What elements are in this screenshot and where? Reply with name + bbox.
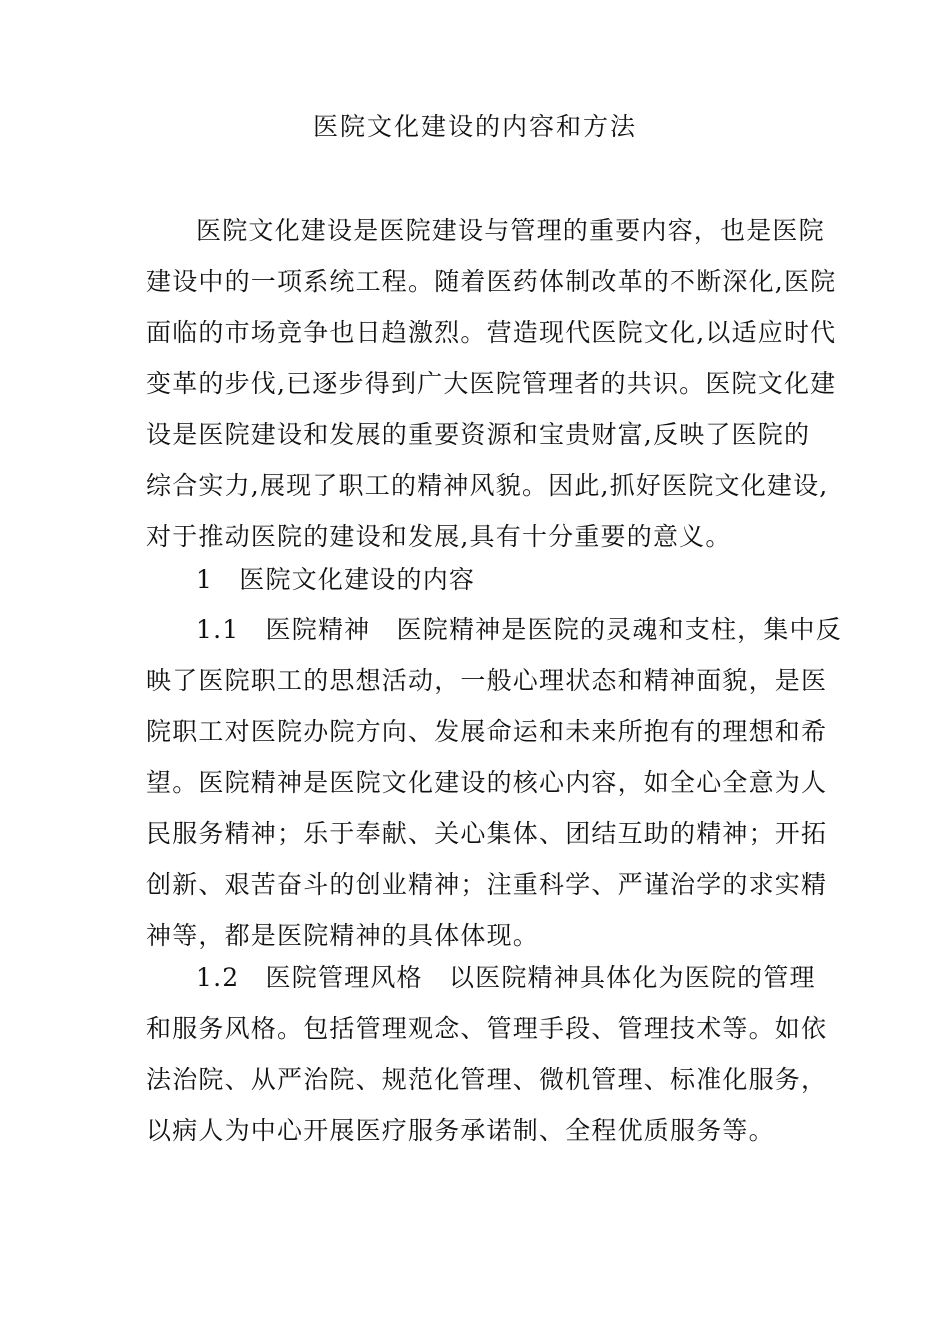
section-1-1-line-3: 院职工对医院办院方向、发展命运和未来所抱有的理想和希 — [146, 717, 828, 746]
section-1-2-line-4: 以病人为中心开展医疗服务承诺制、全程优质服务等。 — [146, 1116, 775, 1145]
intro-line-2: 建设中的一项系统工程。随着医药体制改革的不断深化,医院 — [146, 267, 837, 296]
section-1-1-line-7: 神等，都是医院精神的具体体现。 — [146, 921, 540, 950]
intro-line-4: 变革的步伐,已逐步得到广大医院管理者的共识。医院文化建 — [146, 369, 837, 398]
section-1-1-line-6: 创新、艰苦奋斗的创业精神；注重科学、严谨治学的求实精 — [146, 870, 828, 899]
section-1-2-line-3: 法治院、从严治院、规范化管理、微机管理、标准化服务， — [146, 1065, 828, 1094]
section-1-2-line-1: 1.2 医院管理风格 以医院精神具体化为医院的管理 — [196, 963, 816, 992]
intro-line-6: 综合实力,展现了职工的精神风貌。因此,抓好医院文化建设, — [146, 471, 829, 500]
intro-line-3: 面临的市场竞争也日趋激烈。营造现代医院文化,以适应时代 — [146, 318, 837, 347]
intro-line-7: 对于推动医院的建设和发展,具有十分重要的意义。 — [146, 522, 732, 551]
section-1-1-line-1: 1.1 医院精神 医院精神是医院的灵魂和支柱，集中反 — [196, 615, 842, 644]
section-1-1-line-2: 映了医院职工的思想活动，一般心理状态和精神面貌，是医 — [146, 666, 828, 695]
section-1-heading: 1 医院文化建设的内容 — [196, 565, 476, 594]
section-1-1-line-4: 望。医院精神是医院文化建设的核心内容，如全心全意为人 — [146, 768, 828, 797]
document-title: 医院文化建设的内容和方法 — [312, 112, 637, 141]
section-1-2-line-2: 和服务风格。包括管理观念、管理手段、管理技术等。如依 — [146, 1014, 828, 1043]
intro-line-5: 设是医院建设和发展的重要资源和宝贵财富,反映了医院的 — [146, 420, 811, 449]
intro-line-1: 医院文化建设是医院建设与管理的重要内容，也是医院 — [196, 216, 825, 245]
section-1-1-line-5: 民服务精神；乐于奉献、关心集体、团结互助的精神；开拓 — [146, 819, 828, 848]
